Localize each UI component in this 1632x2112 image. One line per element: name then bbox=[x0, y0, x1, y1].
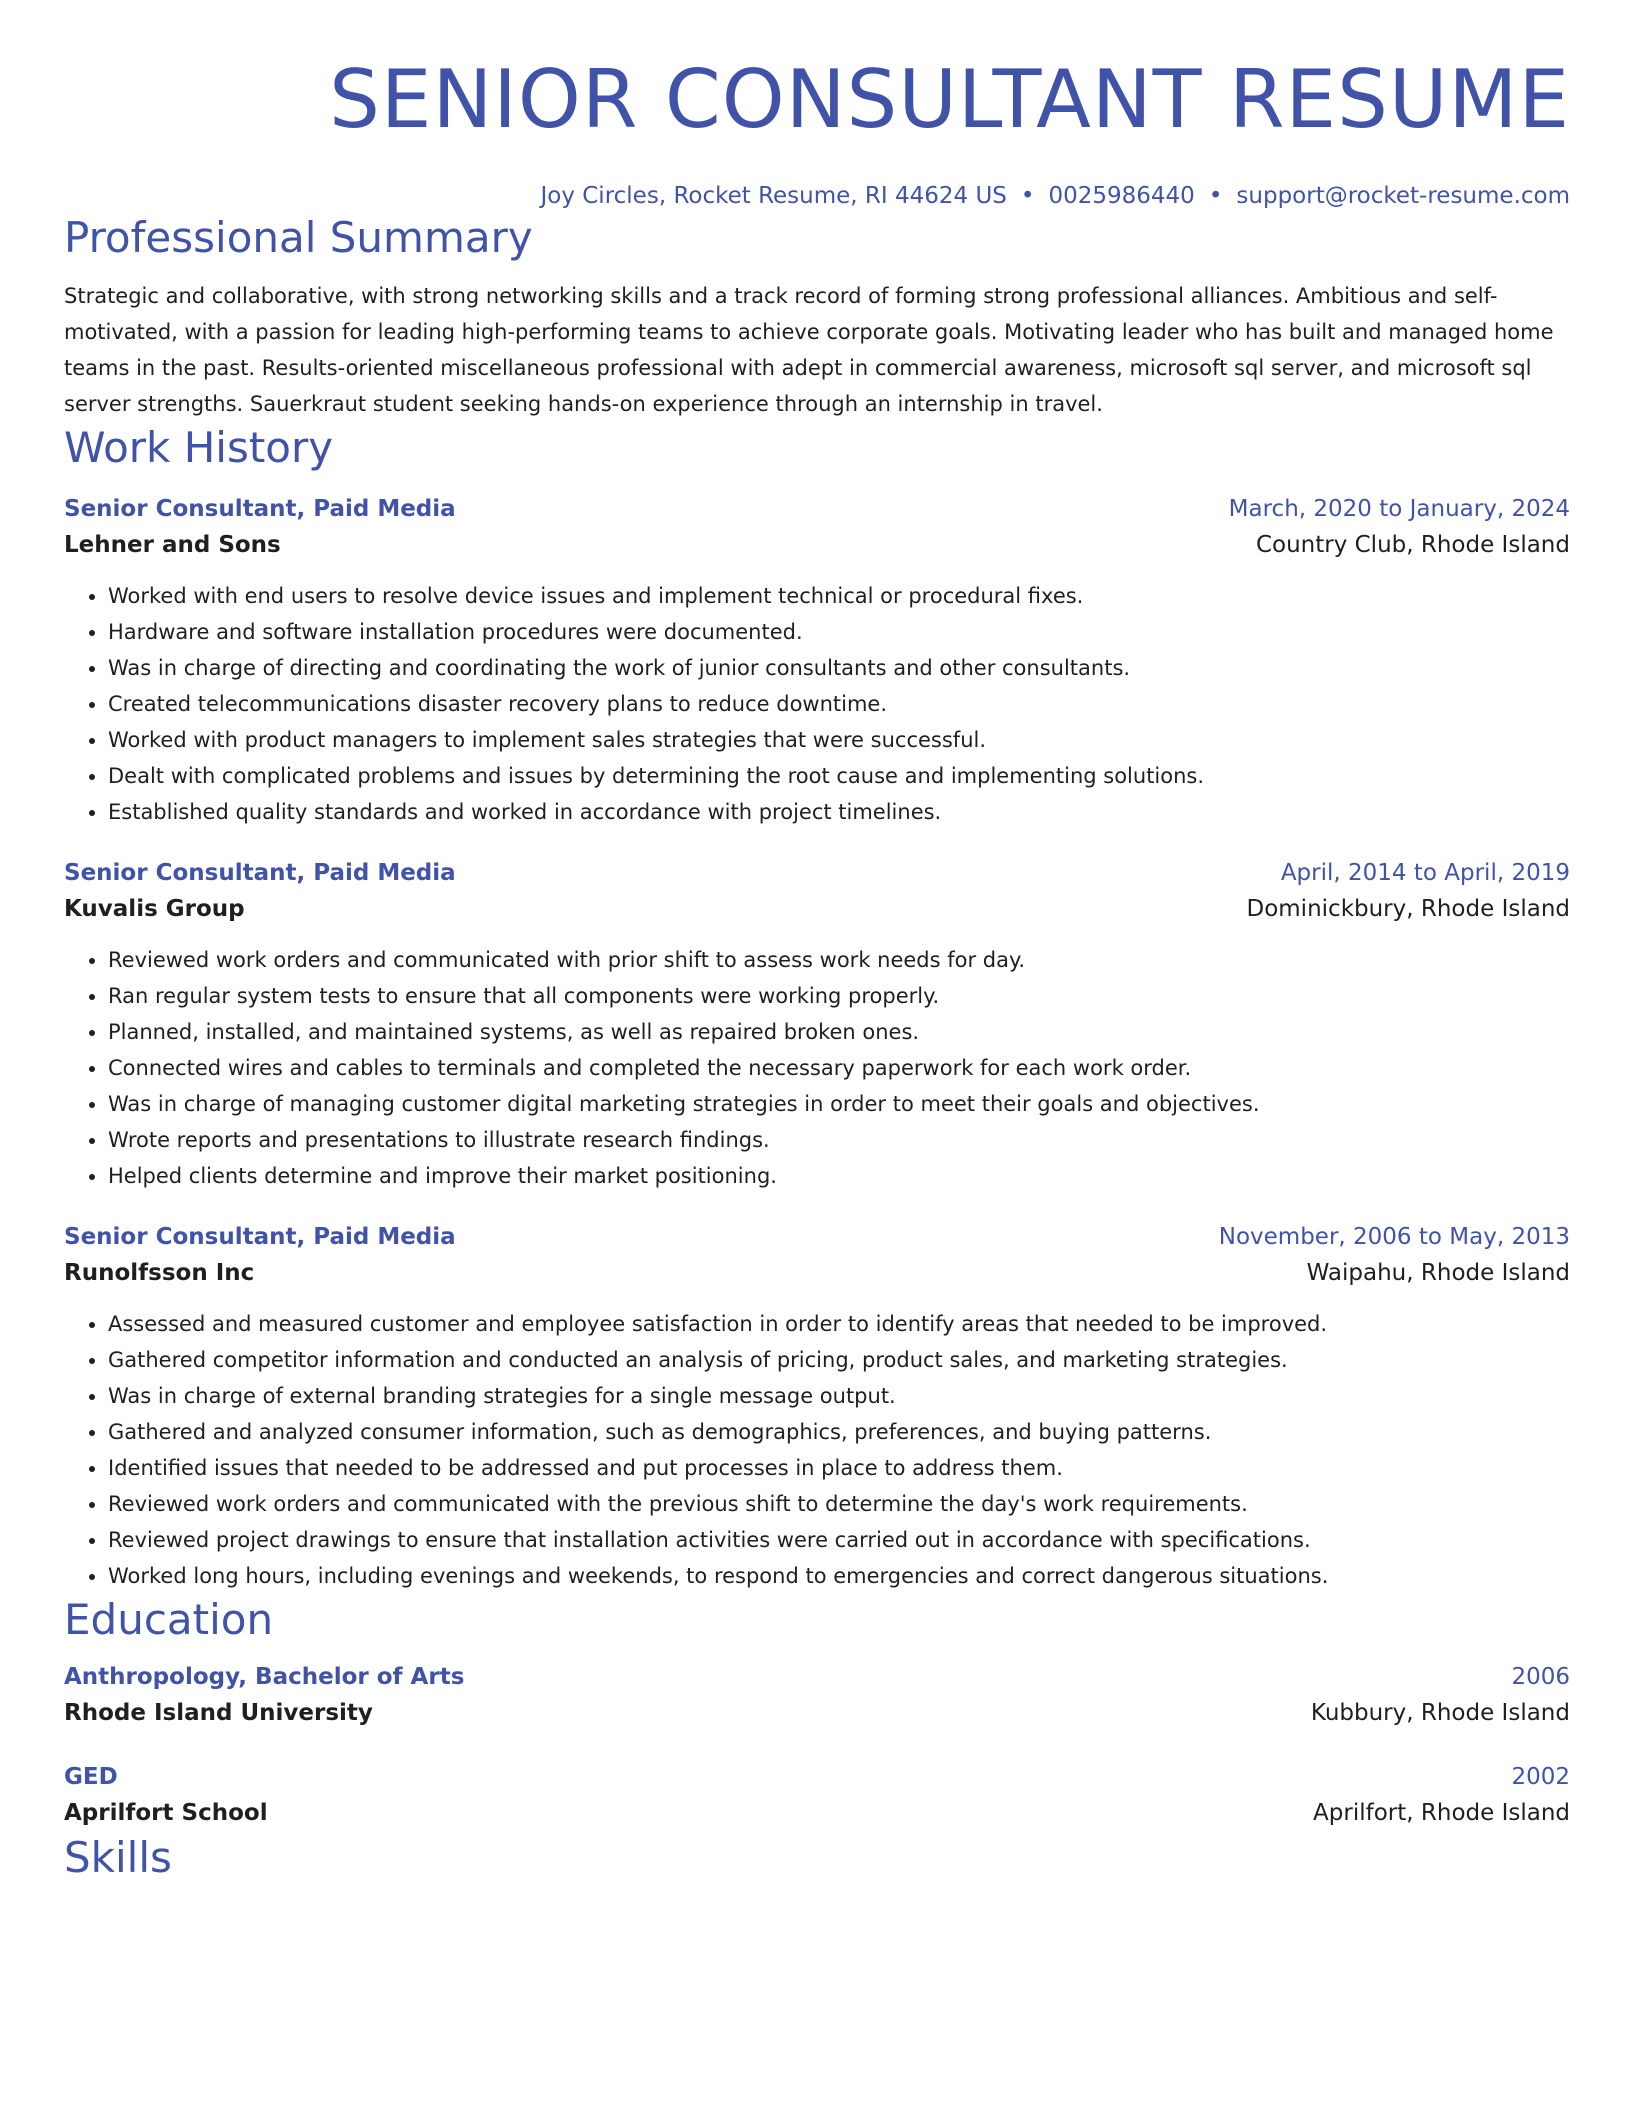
job-location: Dominickbury, Rhode Island bbox=[1246, 896, 1570, 922]
education-school: Rhode Island University bbox=[64, 1700, 373, 1726]
job-subheader bbox=[64, 526, 1570, 564]
job-bullet: • Gathered and analyzed consumer information, such as demographics, preferences, and buying patterns. bbox=[108, 1414, 1570, 1450]
job-bullet: • Created telecommunications disaster recovery plans to reduce downtime. bbox=[108, 686, 1570, 722]
skills-heading: Skills bbox=[64, 1833, 172, 1882]
job-bullet: • Wrote reports and presentations to illustrate research findings. bbox=[108, 1122, 1570, 1158]
job-bullets bbox=[64, 942, 1570, 1194]
job-bullet: • Planned, installed, and maintained systems, as well as repaired broken ones. bbox=[108, 1014, 1570, 1050]
job-subheader bbox=[64, 890, 1570, 928]
job-company: Lehner and Sons bbox=[64, 532, 281, 558]
education-degree: Anthropology, Bachelor of Arts bbox=[64, 1664, 465, 1690]
contact-separator: • bbox=[1020, 183, 1035, 209]
job-bullet: • Connected wires and cables to terminals and completed the necessary paperwork for each work order. bbox=[108, 1050, 1570, 1086]
job-bullet: • Reviewed work orders and communicated with the previous shift to determine the day's work requirements. bbox=[108, 1486, 1570, 1522]
resume-title: SENIOR CONSULTANT RESUME bbox=[329, 53, 1570, 146]
job-bullet: • Ran regular system tests to ensure that all components were working properly. bbox=[108, 978, 1570, 1014]
education-location: Aprilfort, Rhode Island bbox=[1313, 1800, 1570, 1826]
job-bullets bbox=[64, 1306, 1570, 1594]
contact-separator: • bbox=[1208, 183, 1223, 209]
job-title: Senior Consultant, Paid Media bbox=[64, 496, 456, 522]
job-bullet: • Worked long hours, including evenings and weekends, to respond to emergencies and correct dangerous situations. bbox=[108, 1558, 1570, 1594]
job-entry bbox=[64, 492, 1570, 830]
job-bullet: • Worked with end users to resolve device issues and implement technical or procedural fixes. bbox=[108, 578, 1570, 614]
job-bullet: • Gathered competitor information and conducted an analysis of pricing, product sales, and marketing strategies. bbox=[108, 1342, 1570, 1378]
job-bullet: • Assessed and measured customer and employee satisfaction in order to identify areas that needed to be improved. bbox=[108, 1306, 1570, 1342]
job-bullet: • Reviewed project drawings to ensure that installation activities were carried out in accordance with specifications. bbox=[108, 1522, 1570, 1558]
job-header bbox=[64, 1220, 1570, 1254]
job-bullet: • Established quality standards and worked in accordance with project timelines. bbox=[108, 794, 1570, 830]
job-dates: November, 2006 to May, 2013 bbox=[1218, 1224, 1570, 1250]
job-bullet: • Reviewed work orders and communicated with prior shift to assess work needs for day. bbox=[108, 942, 1570, 978]
education-entry bbox=[64, 1660, 1570, 1732]
job-bullets bbox=[64, 578, 1570, 830]
job-bullet: • Worked with product managers to implement sales strategies that were successful. bbox=[108, 722, 1570, 758]
summary-text: Strategic and collaborative, with strong networking skills and a track record of forming strong professional alliances. Ambitious and self-motivated, with a passion for leading high-performing teams to achieve corporate goals. Motivating leader who has built and managed home teams in the past. Results-oriented miscellaneous professional with adept in commercial awareness, microsoft sql server, and microsoft sql server strengths. Sauerkraut student seeking hands-on experience through an internship in travel. bbox=[64, 284, 1554, 416]
contact-address: Joy Circles, Rocket Resume, RI 44624 US bbox=[540, 183, 1007, 209]
job-bullet: • Was in charge of directing and coordinating the work of junior consultants and other consultants. bbox=[108, 650, 1570, 686]
job-company: Runolfsson Inc bbox=[64, 1260, 255, 1286]
job-title: Senior Consultant, Paid Media bbox=[64, 860, 456, 886]
job-company: Kuvalis Group bbox=[64, 896, 245, 922]
contact-email: support@rocket-resume.com bbox=[1236, 183, 1570, 209]
job-bullet: • Was in charge of external branding strategies for a single message output. bbox=[108, 1378, 1570, 1414]
contact-phone: 0025986440 bbox=[1048, 183, 1195, 209]
job-bullet: • Was in charge of managing customer digital marketing strategies in order to meet their goals and objectives. bbox=[108, 1086, 1570, 1122]
job-entry bbox=[64, 1220, 1570, 1594]
job-header bbox=[64, 492, 1570, 526]
education-header bbox=[64, 1660, 1570, 1694]
education-heading: Education bbox=[64, 1595, 274, 1644]
job-dates: March, 2020 to January, 2024 bbox=[1228, 496, 1570, 522]
education-header bbox=[64, 1760, 1570, 1794]
education-subheader bbox=[64, 1794, 1570, 1832]
job-dates: April, 2014 to April, 2019 bbox=[1280, 860, 1570, 886]
education-school: Aprilfort School bbox=[64, 1800, 268, 1826]
job-title: Senior Consultant, Paid Media bbox=[64, 1224, 456, 1250]
job-subheader bbox=[64, 1254, 1570, 1292]
job-entry bbox=[64, 856, 1570, 1194]
education-year: 2006 bbox=[1511, 1664, 1570, 1690]
education-entry bbox=[64, 1760, 1570, 1832]
job-header bbox=[64, 856, 1570, 890]
job-bullet: • Hardware and software installation procedures were documented. bbox=[108, 614, 1570, 650]
job-bullet: • Identified issues that needed to be addressed and put processes in place to address them. bbox=[108, 1450, 1570, 1486]
job-location: Country Club, Rhode Island bbox=[1255, 532, 1570, 558]
work-history-heading: Work History bbox=[64, 423, 334, 472]
contact-line bbox=[64, 180, 1570, 212]
job-bullet: • Helped clients determine and improve their market positioning. bbox=[108, 1158, 1570, 1194]
summary-heading: Professional Summary bbox=[64, 213, 533, 262]
education-subheader bbox=[64, 1694, 1570, 1732]
education-year: 2002 bbox=[1511, 1764, 1570, 1790]
job-bullet: • Dealt with complicated problems and issues by determining the root cause and implementing solutions. bbox=[108, 758, 1570, 794]
education-degree: GED bbox=[64, 1764, 118, 1790]
education-location: Kubbury, Rhode Island bbox=[1310, 1700, 1570, 1726]
job-location: Waipahu, Rhode Island bbox=[1306, 1260, 1570, 1286]
